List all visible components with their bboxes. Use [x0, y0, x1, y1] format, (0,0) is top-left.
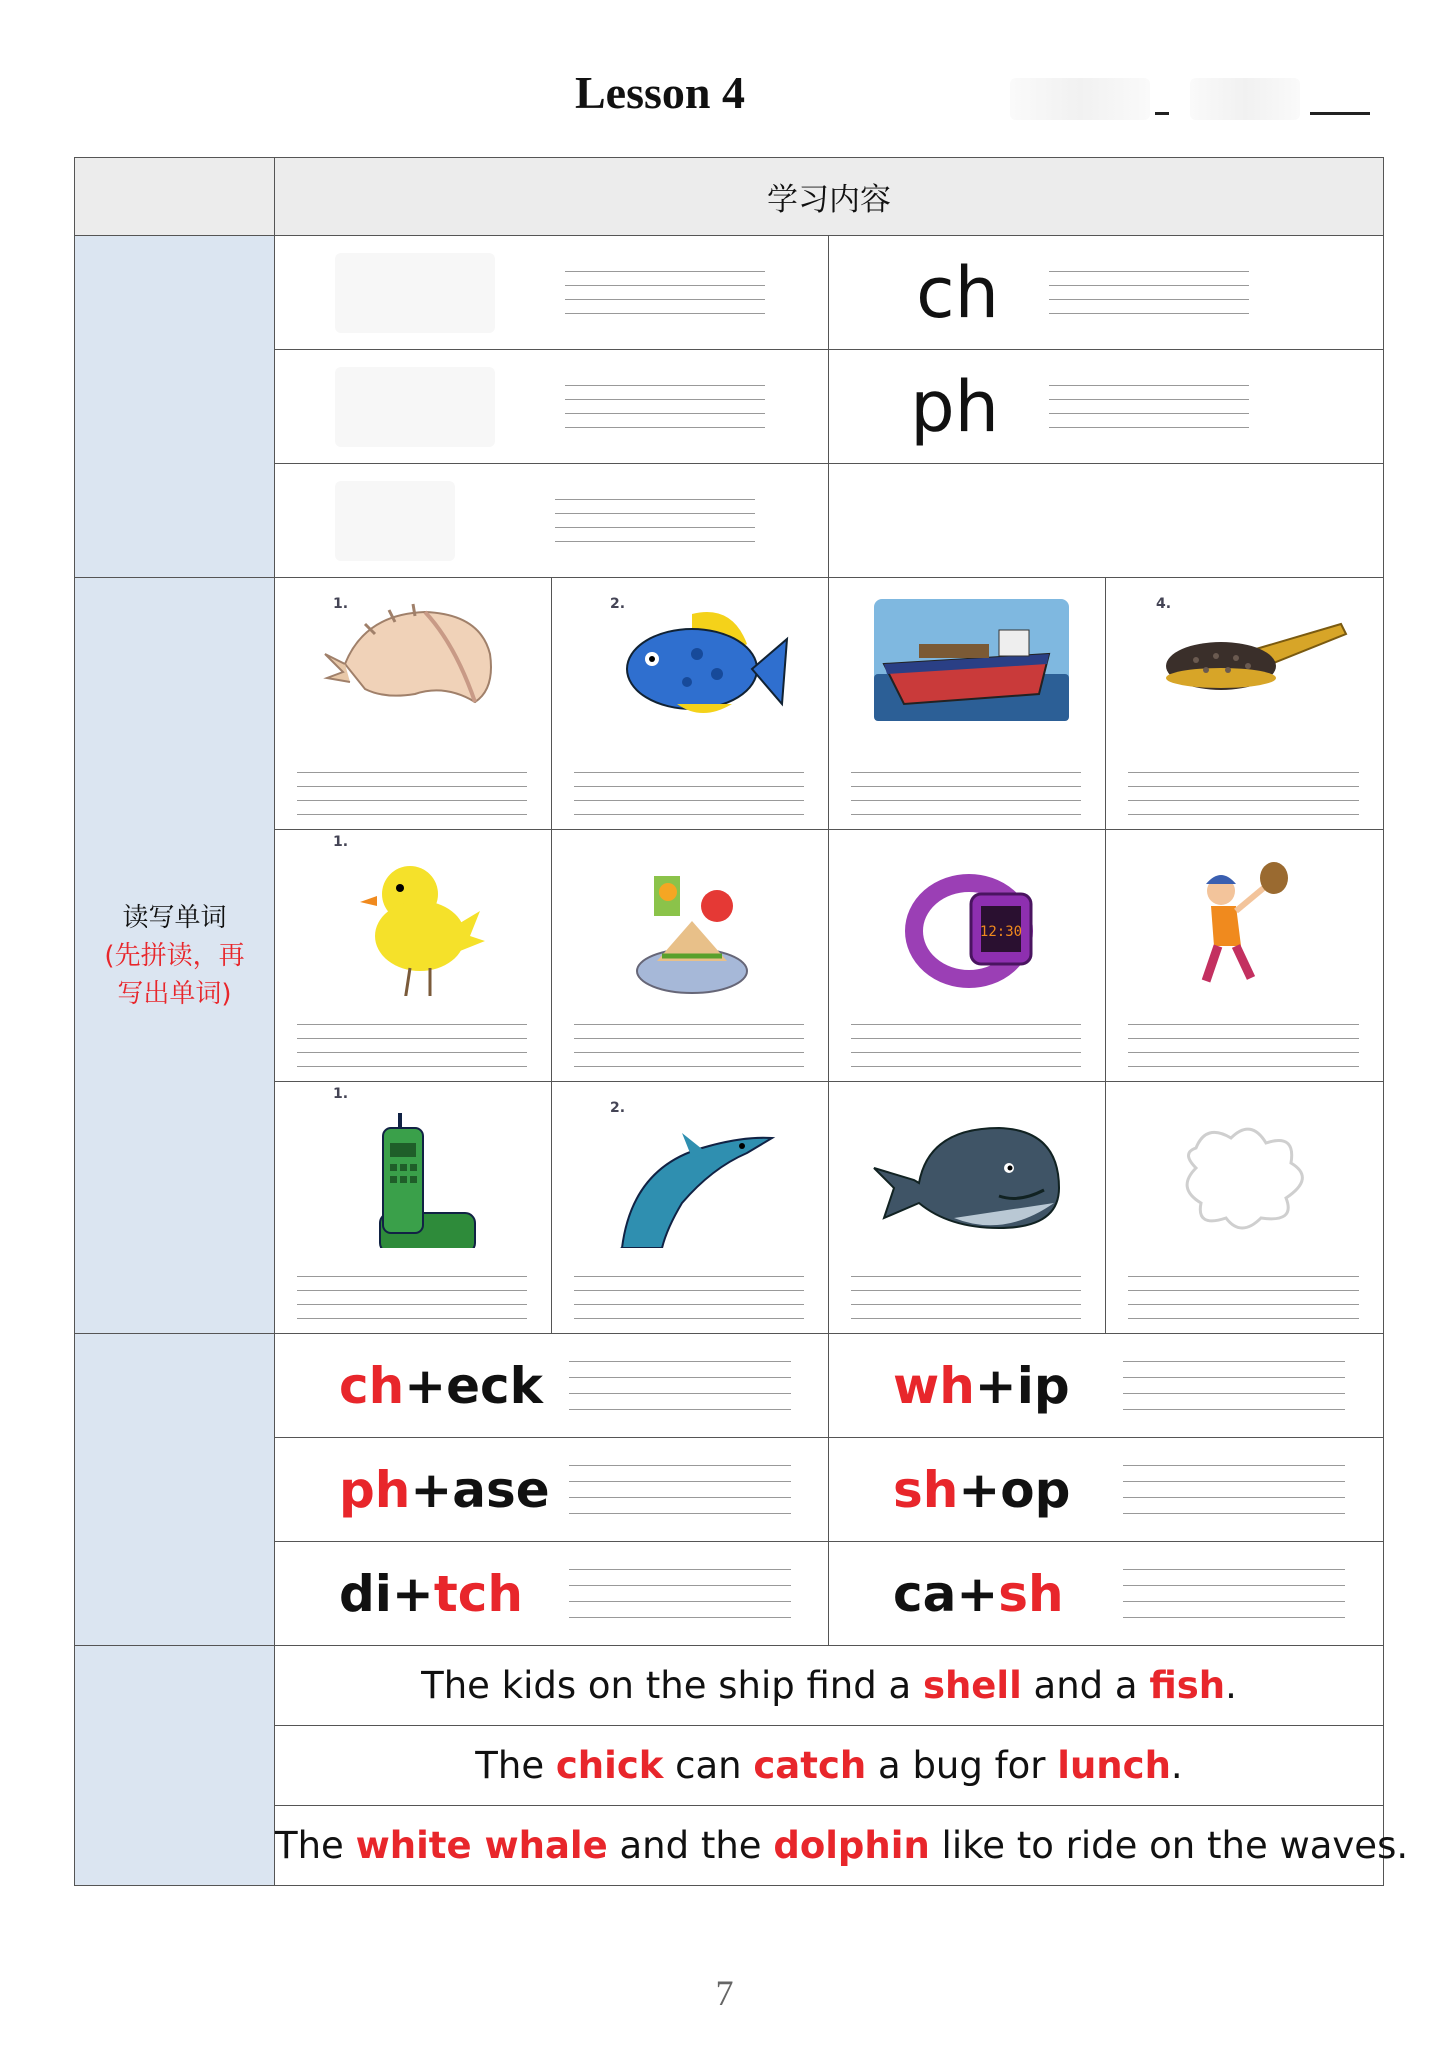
- sentence-text: and a: [1021, 1664, 1150, 1707]
- writing-lines[interactable]: [1128, 1276, 1359, 1319]
- picture-cell: [552, 578, 829, 830]
- watch-icon: [859, 846, 1079, 996]
- sentence-line: [275, 1806, 1409, 1886]
- brush-icon: [1136, 594, 1356, 724]
- faded-image: [335, 253, 495, 333]
- picture-cell: [829, 830, 1106, 1082]
- phonics-sound: ph: [910, 365, 999, 448]
- phonics-side-cell: [75, 236, 275, 578]
- phonics-right-cell: [829, 236, 1384, 350]
- highlight-word: dolphin: [773, 1824, 930, 1867]
- name-blank-line[interactable]: [1155, 112, 1169, 115]
- writing-lines[interactable]: [851, 772, 1081, 815]
- picture-number: 2.: [610, 596, 626, 612]
- blend-cell: [275, 1334, 829, 1438]
- page-number: 7: [715, 1973, 734, 2013]
- blend-word: di+tch: [339, 1564, 523, 1623]
- name-field-smudge: [1010, 78, 1150, 120]
- writing-lines[interactable]: [574, 1024, 804, 1067]
- sentence-text: a bug for: [866, 1744, 1058, 1787]
- picture-cell: [552, 830, 829, 1082]
- highlight-word: shell: [922, 1664, 1022, 1707]
- writing-lines[interactable]: [297, 1024, 527, 1067]
- conch-shell-icon: [305, 594, 525, 724]
- highlight-word: white whale: [355, 1824, 608, 1867]
- phonics-left-cell: [275, 350, 829, 464]
- phonics-left-cell: [275, 236, 829, 350]
- phonics-sound: ch: [916, 251, 999, 334]
- lunch-sandwich-icon: [582, 846, 802, 996]
- picture-cell: [829, 1082, 1106, 1334]
- blend-cell: [829, 1542, 1384, 1646]
- blend-cell: [275, 1542, 829, 1646]
- blend-cell: [275, 1438, 829, 1542]
- vocab-side-cell: [75, 578, 275, 1334]
- blank-shape-icon: [1136, 1098, 1356, 1248]
- picture-number: 1.: [333, 834, 349, 850]
- writing-lines[interactable]: [574, 772, 804, 815]
- picture-cell: [275, 578, 552, 830]
- blend-word: ca+sh: [893, 1564, 1064, 1623]
- writing-lines[interactable]: [1128, 1024, 1359, 1067]
- blend-word: wh+ip: [893, 1356, 1070, 1415]
- picture-number: 4.: [1156, 596, 1172, 612]
- faded-image: [335, 367, 495, 447]
- page-title: Lesson 4: [575, 67, 745, 118]
- picture-cell: [275, 1082, 552, 1334]
- picture-number: 1.: [333, 1086, 349, 1102]
- blend-word: ch+eck: [339, 1356, 543, 1415]
- blend-cell: [829, 1334, 1384, 1438]
- writing-lines[interactable]: [569, 1361, 791, 1410]
- picture-cell: [275, 830, 552, 1082]
- blue-fish-icon: [582, 594, 802, 724]
- sentence-text: and the: [607, 1824, 774, 1867]
- writing-lines[interactable]: [297, 772, 527, 815]
- blend-word: sh+op: [893, 1460, 1071, 1519]
- sentence-line: [275, 1726, 1384, 1806]
- phonics-right-cell: [829, 350, 1384, 464]
- writing-lines[interactable]: [569, 1569, 791, 1618]
- highlight-word: fish: [1149, 1664, 1226, 1707]
- whale-icon: [859, 1098, 1079, 1248]
- svg-text:12:30: 12:30: [979, 924, 1023, 940]
- ship-icon: [859, 594, 1079, 724]
- picture-cell: [1106, 578, 1384, 830]
- writing-lines[interactable]: [851, 1024, 1081, 1067]
- highlight-word: catch: [753, 1744, 867, 1787]
- date-field-smudge: [1190, 78, 1300, 120]
- writing-lines[interactable]: [297, 1276, 527, 1319]
- faded-image: [335, 481, 455, 561]
- sentence-line: [275, 1646, 1384, 1726]
- phonics-left-cell: [275, 464, 829, 578]
- worksheet-table: [74, 157, 1409, 1886]
- picture-number: 1.: [333, 596, 349, 612]
- writing-lines[interactable]: [1128, 772, 1359, 815]
- blend-word: ph+ase: [339, 1460, 550, 1519]
- sentence-text: like to ride on the waves.: [929, 1824, 1409, 1867]
- chick-icon: [305, 846, 525, 996]
- vocab-hint-1: (先拼读，再: [104, 940, 245, 971]
- phonics-empty-cell: [829, 464, 1384, 578]
- writing-lines[interactable]: [1049, 271, 1249, 314]
- vocab-label: 读写单词: [122, 902, 227, 933]
- column-header: 学习内容: [275, 158, 1384, 236]
- sentence-text: .: [1170, 1744, 1183, 1787]
- sentence-text: can: [663, 1744, 754, 1787]
- writing-lines[interactable]: [565, 271, 765, 314]
- sentence-side-cell: [75, 1646, 275, 1886]
- header-blank-cell: [75, 158, 275, 236]
- writing-lines[interactable]: [555, 499, 755, 542]
- picture-cell: [552, 1082, 829, 1334]
- picture-cell: [1106, 830, 1384, 1082]
- phone-icon: [305, 1098, 525, 1248]
- sentence-text: The: [475, 1744, 556, 1787]
- sentence-text: The: [275, 1824, 356, 1867]
- catch-glove-kid-icon: [1136, 846, 1356, 996]
- writing-lines[interactable]: [851, 1276, 1081, 1319]
- blend-side-cell: [75, 1334, 275, 1646]
- writing-lines[interactable]: [569, 1465, 791, 1514]
- writing-lines[interactable]: [565, 385, 765, 428]
- writing-lines[interactable]: [574, 1276, 804, 1319]
- sentence-text: .: [1225, 1664, 1237, 1707]
- highlight-word: chick: [555, 1744, 664, 1787]
- writing-lines[interactable]: [1123, 1465, 1345, 1514]
- blend-cell: [829, 1438, 1384, 1542]
- writing-lines[interactable]: [1049, 385, 1249, 428]
- picture-cell: [1106, 1082, 1384, 1334]
- writing-lines[interactable]: [1123, 1569, 1345, 1618]
- picture-cell: [829, 578, 1106, 830]
- picture-number: 2.: [610, 1100, 626, 1116]
- date-blank-line[interactable]: [1310, 112, 1370, 115]
- highlight-word: lunch: [1057, 1744, 1171, 1787]
- vocab-hint-2: 写出单词): [117, 978, 232, 1009]
- writing-lines[interactable]: [1123, 1361, 1345, 1410]
- sentence-text: The kids on the ship find a: [421, 1664, 923, 1707]
- dolphin-icon: [582, 1098, 802, 1248]
